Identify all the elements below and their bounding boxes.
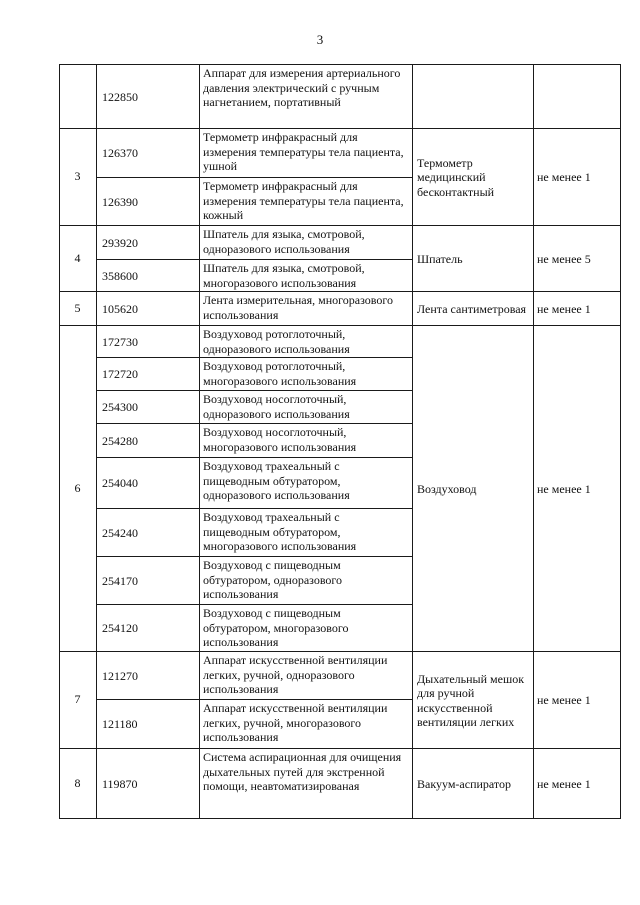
item-description: Воздуховод носоглоточный, многоразового использования — [203, 425, 357, 454]
group-divider — [59, 291, 621, 292]
nomenclature-code: 293920 — [102, 235, 138, 250]
nomenclature-code: 121270 — [102, 668, 138, 683]
group-divider — [59, 325, 621, 326]
table-bottom-border — [59, 818, 621, 819]
equipment-type: Лента сантиметровая — [417, 301, 527, 316]
item-description: Воздуховод с пищеводным обтуратором, многоразового использования — [203, 606, 349, 649]
equipment-type: Воздуховод — [417, 481, 477, 496]
nomenclature-code: 121180 — [102, 717, 138, 732]
item-description: Система аспирационная для очищения дыхательных путей для экстренной помощи, неавтоматизированая — [203, 750, 402, 793]
quantity: не менее 1 — [537, 776, 591, 791]
nomenclature-code: 172720 — [102, 367, 138, 382]
row-number: 3 — [74, 169, 81, 184]
nomenclature-code: 254040 — [102, 476, 138, 491]
row-divider — [96, 357, 413, 358]
item-description: Воздуховод с пищеводным обтуратором, одноразового использования — [203, 558, 343, 601]
item-description: Шпатель для языка, смотровой, многоразового использования — [203, 261, 365, 290]
row-divider — [96, 259, 413, 260]
item-description: Аппарат искусственной вентиляции легких, ручной, многоразового использования — [203, 701, 388, 744]
nomenclature-code: 105620 — [102, 301, 138, 316]
row-number: 6 — [74, 480, 81, 495]
column-border — [620, 64, 621, 819]
row-number: 5 — [74, 300, 81, 315]
quantity — [533, 64, 620, 128]
group-divider — [59, 128, 621, 129]
column-border — [96, 64, 97, 819]
row-divider — [96, 699, 413, 700]
item-description: Воздуховод носоглоточный, одноразового использования — [203, 392, 350, 421]
equipment-type: Вакуум-аспиратор — [417, 776, 512, 791]
nomenclature-code: 358600 — [102, 268, 138, 283]
column-border — [59, 64, 60, 819]
item-description: Воздуховод ротоглоточный, многоразового использования — [203, 359, 357, 388]
quantity: не менее 1 — [537, 481, 591, 496]
group-divider — [59, 64, 621, 65]
item-description: Воздуховод трахеальный с пищеводным обтуратором, многоразового использования — [203, 510, 357, 553]
row-divider — [96, 423, 413, 424]
row-number: 4 — [74, 250, 81, 265]
nomenclature-code: 172730 — [102, 334, 138, 349]
group-divider — [59, 225, 621, 226]
row-number: 8 — [74, 775, 81, 790]
quantity: не менее 1 — [537, 170, 591, 185]
equipment-type — [412, 64, 533, 128]
nomenclature-code: 122850 — [102, 89, 138, 104]
page-number: 3 — [316, 32, 324, 47]
item-description: Шпатель для языка, смотровой, одноразового использования — [203, 227, 365, 256]
equipment-type: Термометр медицинский бесконтактный — [417, 155, 495, 199]
row-divider — [96, 390, 413, 391]
row-divider — [96, 457, 413, 458]
quantity: не менее 1 — [537, 301, 591, 316]
nomenclature-code: 254280 — [102, 433, 138, 448]
quantity: не менее 5 — [537, 251, 591, 266]
nomenclature-code: 254170 — [102, 573, 138, 588]
row-divider — [96, 508, 413, 509]
row-number — [59, 64, 96, 128]
row-divider — [96, 556, 413, 557]
nomenclature-code: 254240 — [102, 525, 138, 540]
item-description: Лента измерительная, многоразового использования — [203, 293, 393, 322]
row-divider — [96, 604, 413, 605]
group-divider — [59, 748, 621, 749]
nomenclature-code: 254120 — [102, 621, 138, 636]
quantity: не менее 1 — [537, 693, 591, 708]
column-border — [199, 64, 200, 819]
equipment-type: Шпатель — [417, 251, 463, 266]
nomenclature-code: 126370 — [102, 146, 138, 161]
item-description: Термометр инфракрасный для измерения температуры тела пациента, кожный — [203, 179, 404, 222]
row-divider — [96, 177, 413, 178]
nomenclature-code: 119870 — [102, 776, 138, 791]
column-border — [412, 64, 413, 819]
item-description: Аппарат для измерения артериального давления электрический с ручным нагнетанием, портативный — [203, 66, 401, 109]
item-description: Воздуховод ротоглоточный, одноразового использования — [203, 327, 350, 356]
item-description: Термометр инфракрасный для измерения температуры тела пациента, ушной — [203, 130, 404, 173]
nomenclature-code: 126390 — [102, 194, 138, 209]
equipment-type: Дыхательный мешок для ручной искусственной вентиляции легких — [417, 671, 525, 729]
nomenclature-code: 254300 — [102, 400, 138, 415]
item-description: Аппарат искусственной вентиляции легких, ручной, одноразового использования — [203, 653, 388, 696]
item-description: Воздуховод трахеальный с пищеводным обтуратором, одноразового использования — [203, 459, 350, 502]
group-divider — [59, 651, 621, 652]
column-border — [533, 64, 534, 819]
row-number: 7 — [74, 692, 81, 707]
